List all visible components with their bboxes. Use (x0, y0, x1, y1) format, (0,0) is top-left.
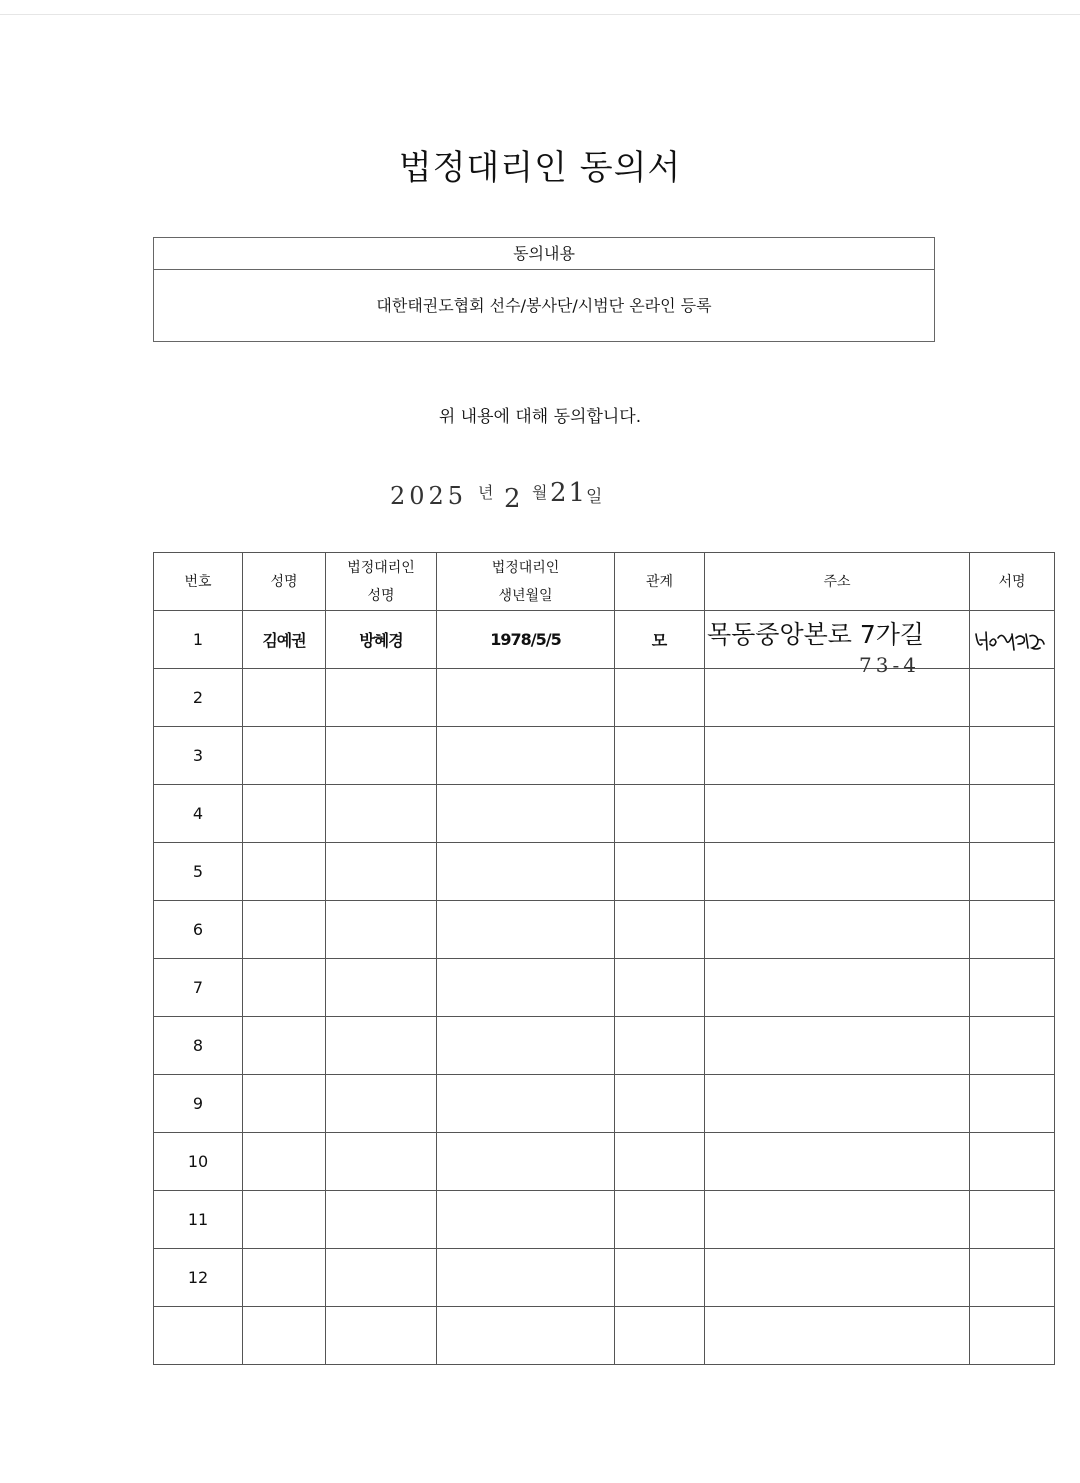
row-no: 7 (154, 959, 243, 1017)
row-no: 12 (154, 1249, 243, 1307)
consent-box (153, 237, 935, 342)
date-day: 21 (550, 478, 588, 508)
date-day-label: 일 (586, 487, 603, 507)
table-row (154, 1249, 1055, 1307)
row-no: 1 (154, 611, 243, 669)
header-guardian-birth (437, 553, 615, 611)
header-guardian-name-line1: 법정대리인 (347, 559, 415, 576)
table-row (154, 1017, 1055, 1075)
row-no: 4 (154, 785, 243, 843)
row-address (705, 611, 970, 677)
row-no: 5 (154, 843, 243, 901)
row-guardian-birth: 1978/5/5 (437, 611, 615, 669)
table-row (154, 959, 1055, 1017)
row-signature (970, 611, 1055, 669)
row-guardian-name: 방혜경 (326, 611, 437, 669)
row-no: 3 (154, 727, 243, 785)
row-no: 11 (154, 1191, 243, 1249)
table-row (154, 901, 1055, 959)
date-month-label: 월 (532, 483, 548, 502)
header-name: 성명 (243, 553, 326, 611)
table-tail-row (154, 1307, 1055, 1365)
row-no: 2 (154, 669, 243, 727)
handwritten-signature (972, 620, 1052, 660)
row-address-main: 목동중앙본로 7가길 (707, 620, 925, 649)
consent-body: 대한태권도협회 선수/봉사단/시범단 온라인 등록 (376, 296, 712, 315)
table-row (154, 843, 1055, 901)
table-row (154, 1133, 1055, 1191)
header-guardian-name (326, 553, 437, 611)
row-no: 9 (154, 1075, 243, 1133)
consent-header: 동의내용 (154, 238, 934, 270)
header-guardian-birth-line2: 생년월일 (498, 587, 553, 604)
row-name: 김예권 (243, 611, 326, 669)
agree-statement: 위 내용에 대해 동의합니다. (438, 407, 642, 427)
row-address-detail: 73-4 (859, 653, 920, 677)
header-guardian-birth-line1: 법정대리인 (491, 559, 560, 576)
header-relation: 관계 (615, 553, 705, 611)
table-row (154, 1191, 1055, 1249)
table-row (154, 611, 1055, 669)
row-relation: 모 (615, 611, 705, 669)
header-signature: 서명 (970, 553, 1055, 611)
top-divider (0, 14, 1080, 15)
guardian-table (153, 552, 1055, 1365)
header-no: 번호 (154, 553, 243, 611)
table-row (154, 785, 1055, 843)
table-header-row (154, 553, 1055, 611)
date-month: 2 (504, 484, 521, 514)
header-address: 주소 (705, 553, 970, 611)
row-no: 6 (154, 901, 243, 959)
row-no: 10 (154, 1133, 243, 1191)
date-line (390, 476, 690, 516)
row-no: 8 (154, 1017, 243, 1075)
header-guardian-name-line2: 성명 (367, 587, 395, 604)
date-year: 2025 (390, 482, 468, 510)
date-year-label: 년 (478, 483, 494, 502)
table-row (154, 669, 1055, 727)
table-row (154, 1075, 1055, 1133)
table-row (154, 727, 1055, 785)
document-title: 법정대리인 동의서 (398, 148, 682, 188)
